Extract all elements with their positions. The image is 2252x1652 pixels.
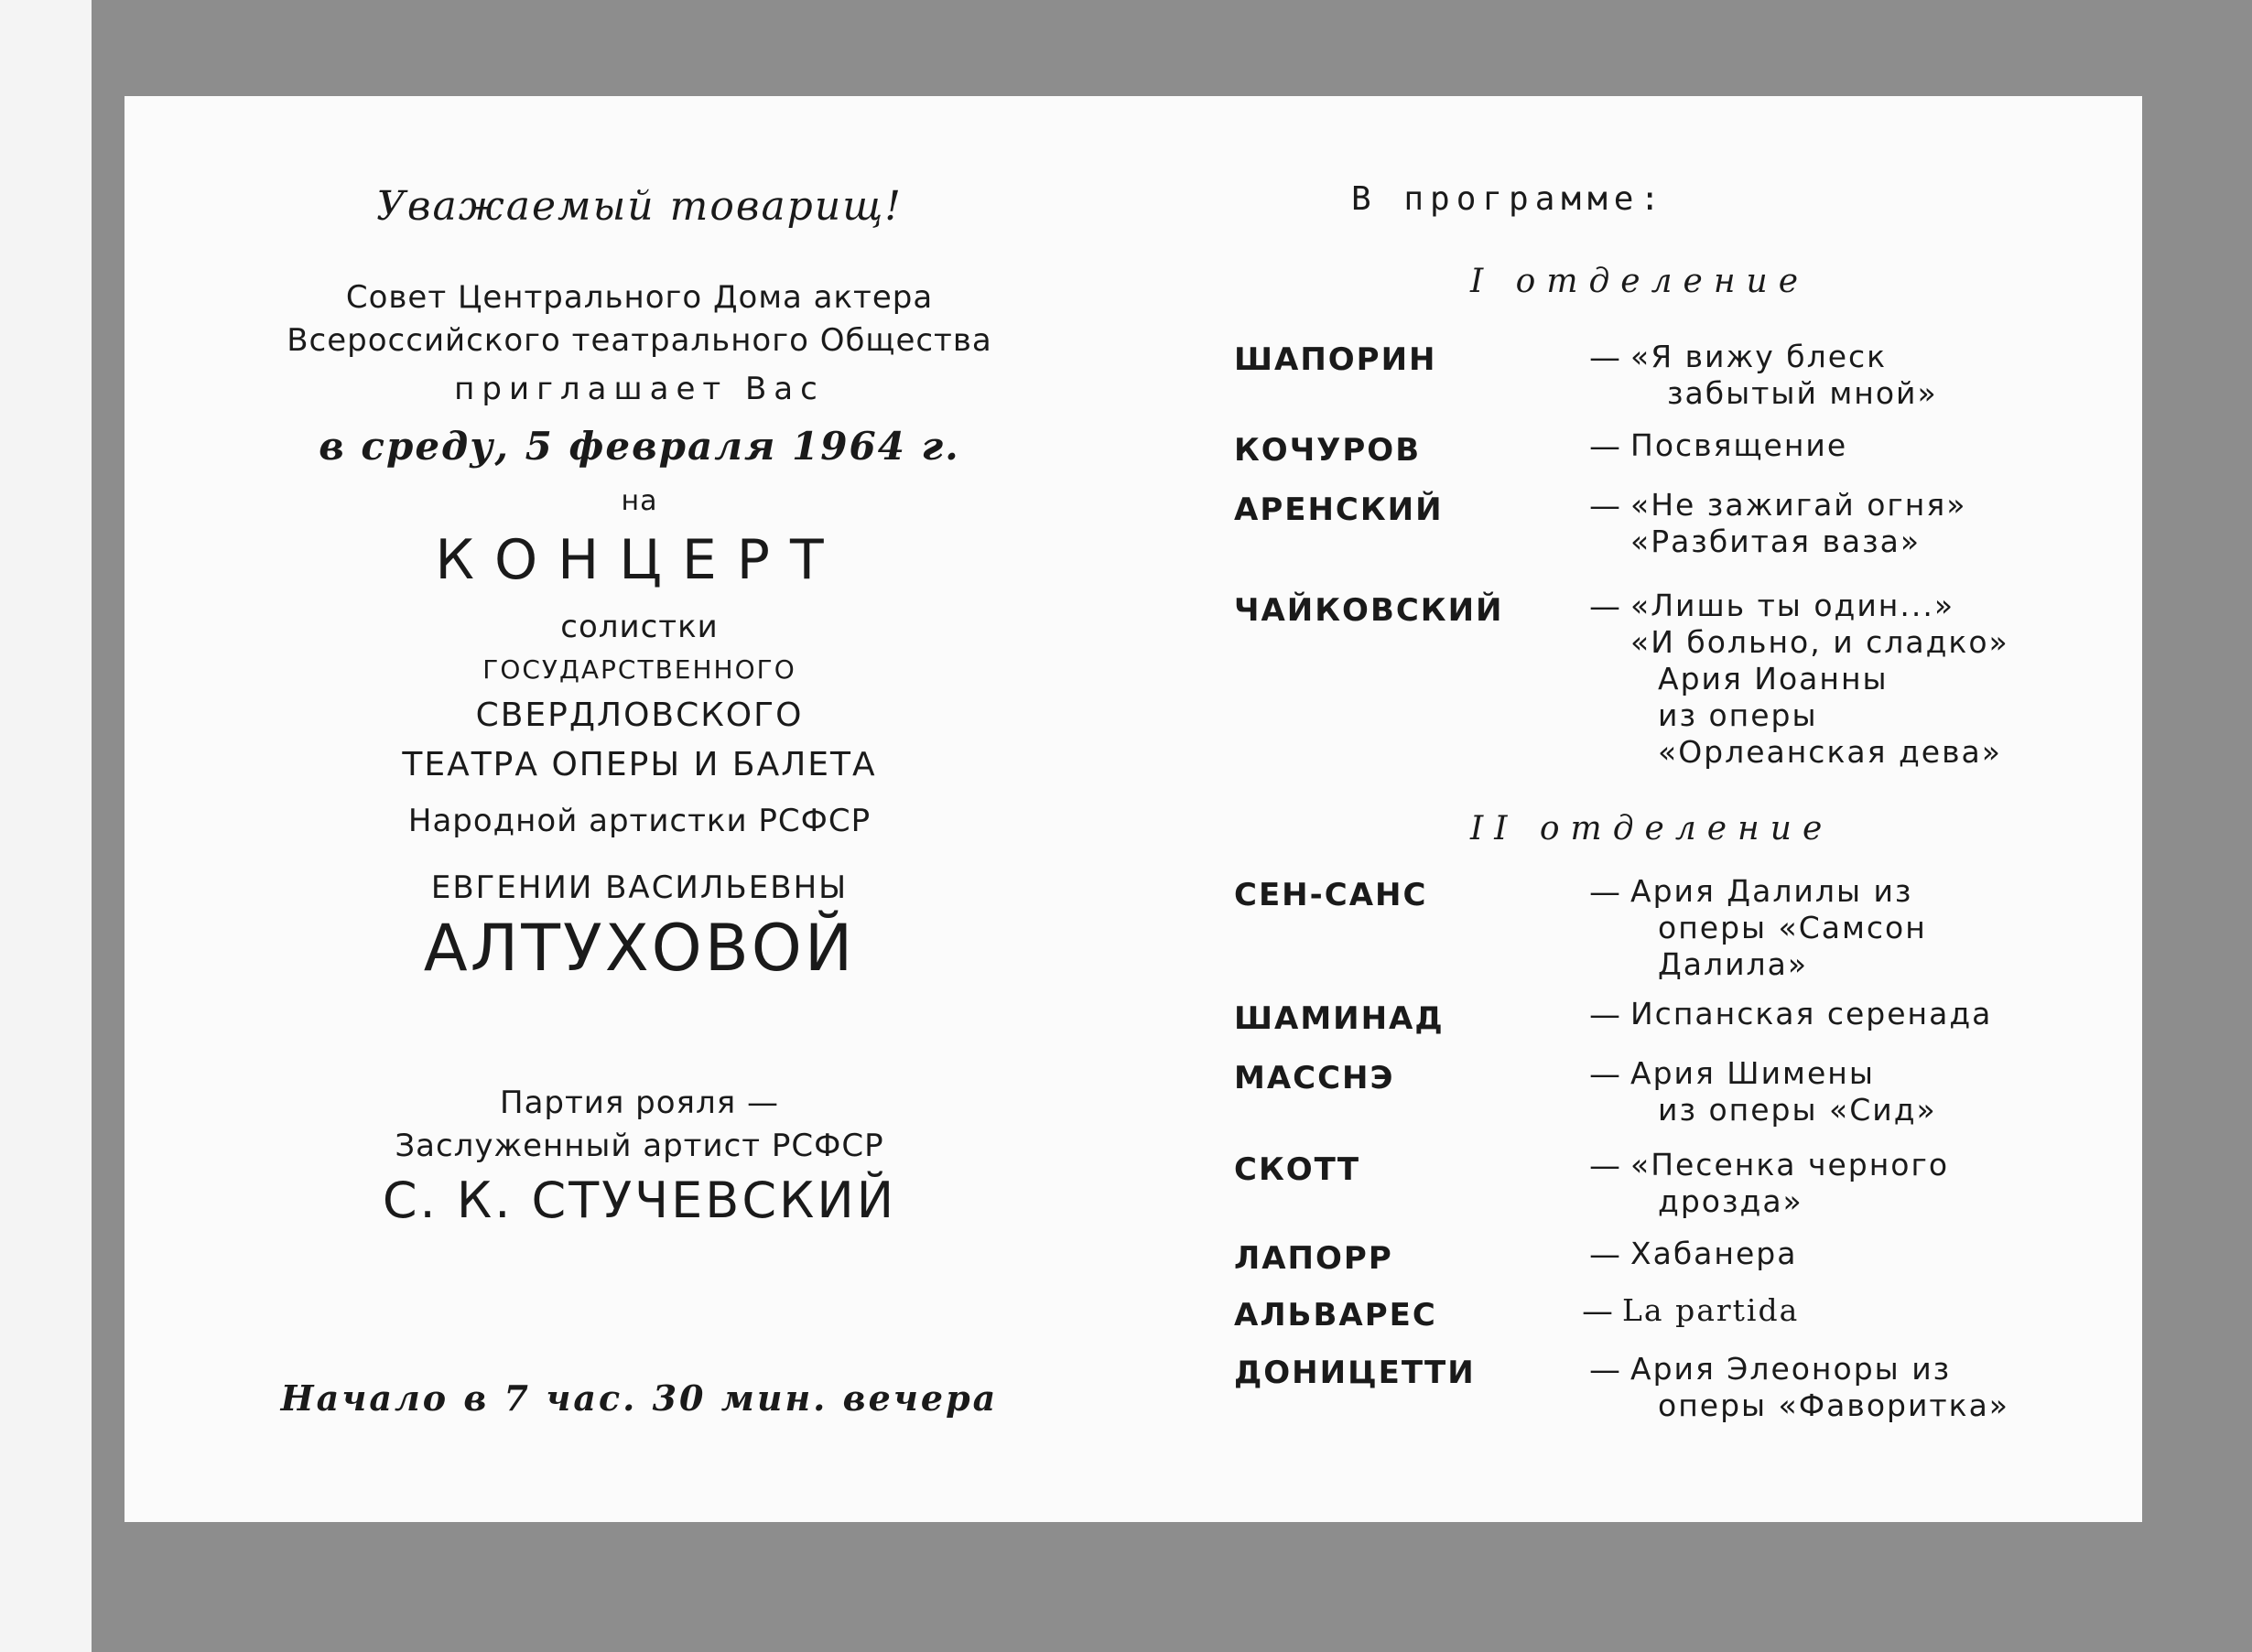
work-line: «Не зажигай огня» bbox=[1630, 487, 1967, 523]
composer-name: МАССНЭ bbox=[1234, 1060, 1395, 1096]
event-title: КОНЦЕРТ bbox=[435, 528, 844, 592]
work-line: Ария Иоанны bbox=[1658, 661, 1889, 696]
soloist-word: солистки bbox=[560, 609, 719, 645]
work-line: «Орлеанская дева» bbox=[1658, 734, 2002, 770]
work-title bbox=[1630, 588, 2009, 771]
work-title bbox=[1630, 427, 1847, 464]
composer-name: ДОНИЦЕТТИ bbox=[1234, 1355, 1476, 1391]
work-line: дрозда» bbox=[1658, 1183, 1803, 1219]
theatre-line-2: СВЕРДЛОВСКОГО bbox=[475, 696, 804, 734]
pianist-title: Заслуженный артист РСФСР bbox=[395, 1128, 884, 1164]
work-line: Далила» bbox=[1658, 946, 1809, 982]
section-1-title: I отделение bbox=[1470, 263, 1810, 300]
council-line-1: Совет Центрального Дома актера bbox=[345, 279, 934, 316]
composer-name: АЛЬВАРЕС bbox=[1234, 1297, 1437, 1333]
work-title bbox=[1630, 339, 1938, 412]
section-2-title: II отделение bbox=[1470, 810, 1834, 848]
dash: — bbox=[1589, 874, 1620, 911]
work-line: Ария Далилы из bbox=[1630, 873, 1913, 909]
theatre-line-3: ТЕАТРА ОПЕРЫ И БАЛЕТА bbox=[402, 746, 877, 783]
work-line: «Разбитая ваза» bbox=[1630, 524, 1922, 559]
work-line: Хабанера bbox=[1630, 1236, 1798, 1271]
invites-text: приглашает Вас bbox=[454, 371, 825, 407]
work-line: Ария Шимены bbox=[1630, 1055, 1875, 1091]
work-line: Испанская серенада bbox=[1630, 996, 1993, 1031]
dash: — bbox=[1589, 340, 1620, 376]
work-title bbox=[1630, 1351, 2009, 1424]
work-title bbox=[1630, 1147, 1949, 1220]
work-title bbox=[1630, 1236, 1797, 1272]
work-title bbox=[1630, 487, 1966, 560]
program-title: В программе: bbox=[1351, 180, 1667, 218]
honor-title: Народной артистки РСФСР bbox=[407, 803, 872, 839]
work-line: «И больно, и сладко» bbox=[1630, 624, 2009, 660]
composer-name: СЕН-САНС bbox=[1234, 877, 1428, 913]
dash: — bbox=[1589, 1236, 1620, 1273]
work-line: оперы «Фаворитка» bbox=[1658, 1387, 2009, 1423]
dash: — bbox=[1589, 588, 1620, 625]
work-line: La partida bbox=[1622, 1292, 1800, 1328]
council-line-2: Всероссийского театрального Общества bbox=[287, 322, 992, 359]
work-line: забытый мной» bbox=[1667, 375, 1938, 411]
composer-name: ШАМИНАД bbox=[1234, 1000, 1445, 1037]
performer-surname: АЛТУХОВОЙ bbox=[423, 911, 856, 986]
work-line: «Лишь ты один...» bbox=[1630, 588, 1955, 623]
start-time: Начало в 7 час. 30 мин. вечера bbox=[280, 1377, 999, 1419]
dash: — bbox=[1589, 1352, 1620, 1388]
work-line: Посвящение bbox=[1630, 427, 1848, 463]
event-date: в среду, 5 февраля 1964 г. bbox=[319, 424, 960, 469]
composer-name: ЛАПОРР bbox=[1234, 1240, 1393, 1277]
dash: — bbox=[1589, 488, 1620, 524]
dash: — bbox=[1589, 997, 1620, 1033]
composer-name: ЧАЙКОВСКИЙ bbox=[1234, 592, 1504, 629]
dash: — bbox=[1589, 1056, 1620, 1093]
pianist-name: С. К. СТУЧЕВСКИЙ bbox=[382, 1172, 897, 1229]
invitation-card bbox=[125, 96, 2142, 1522]
dash: — bbox=[1589, 1148, 1620, 1184]
theatre-line-1: ГОСУДАРСТВЕННОГО bbox=[482, 654, 796, 685]
work-line: «Я вижу блеск bbox=[1630, 339, 1888, 374]
to-word: на bbox=[621, 485, 658, 517]
work-title bbox=[1630, 996, 1992, 1032]
dash: — bbox=[1589, 428, 1620, 465]
composer-name: АРЕНСКИЙ bbox=[1234, 491, 1444, 528]
composer-name: СКОТТ bbox=[1234, 1151, 1361, 1188]
piano-label: Партия рояля — bbox=[500, 1085, 779, 1121]
scan-border bbox=[0, 0, 92, 1652]
work-line: из оперы «Сид» bbox=[1658, 1092, 1937, 1128]
work-title bbox=[1630, 873, 1927, 983]
composer-name: ШАПОРИН bbox=[1234, 341, 1437, 378]
work-line: Ария Элеоноры из bbox=[1630, 1351, 1952, 1387]
dash: — bbox=[1582, 1293, 1613, 1330]
composer-name: КОЧУРОВ bbox=[1234, 432, 1422, 469]
performer-names: ЕВГЕНИИ ВАСИЛЬЕВНЫ bbox=[430, 869, 849, 906]
work-line: «Песенка черного bbox=[1630, 1147, 1950, 1182]
work-line: из оперы bbox=[1658, 697, 1818, 733]
work-title bbox=[1630, 1055, 1937, 1128]
work-line: оперы «Самсон bbox=[1658, 910, 1927, 945]
work-title bbox=[1622, 1292, 1799, 1329]
greeting: Уважаемый товарищ! bbox=[376, 183, 903, 230]
